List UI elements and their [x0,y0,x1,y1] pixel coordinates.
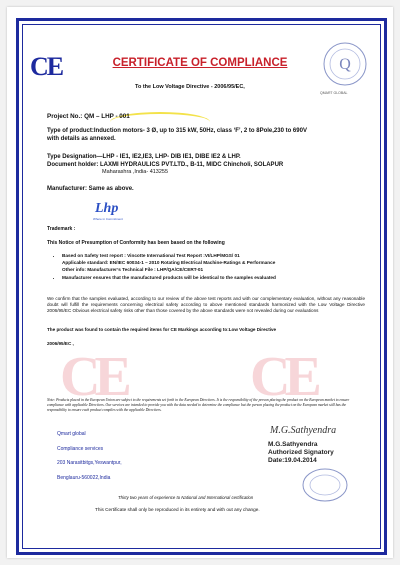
trademark-label: Trademark : [47,226,76,232]
address-line: Benglauru-560022,India [57,475,111,481]
list-item: • Based on Safety test report : Vincotte International Test Report :VI/LHP/MGS/ 01 [62,252,382,259]
address-line: Compliance services [57,446,104,452]
seal-label: QMART GLOBAL [320,91,348,95]
manufacturer: Manufacturer: Same as above. [47,186,134,192]
experience-note: Thirty two years of experience to National and International certification [118,495,254,500]
signature: M.G.Sathyendra [270,425,337,436]
address-line: Qmart global [57,431,86,437]
lhp-tagline: Where in Commitment [93,217,123,221]
product-type-line1: Type of product:Induction motors- 3 Ø, up to 315 kW, 50Hz, class ‘F’, 2 to 8Pole,230 to 690V [47,128,307,134]
list-subitem: Applicable standard: EN/IEC 60034-1 – 2010 Rotating Electrical Machine-Ratings & Performance [62,260,276,266]
ce-watermark-right: CE [250,346,316,408]
document-holder: Document holder: LAXMI HYDRAULICS PVT.LTD., B-11, MIDC Chincholi, SOLAPUR [47,161,284,168]
product-type [47,128,362,143]
qmart-seal-icon [318,40,372,92]
directive-subtitle: To the Low Voltage Directive - 2006/95/EC, [135,84,245,90]
company-stamp-icon [300,466,350,504]
ce-marking-paragraph: The product was found to contain the required items for CE Markings according to:Low Voltage Directive [47,327,277,332]
signatory-name: M.G.Sathyendra [268,441,318,448]
certificate-title: CERTIFICATE OF COMPLIANCE [112,57,288,69]
project-number: Project No.: QM – LHP - 001 [47,113,130,120]
list-subitem: Other info: Manufacturer’s Technical File : LHP/QA/CE/CERT-01 [62,267,204,273]
basis-list [47,252,382,281]
type-designation: Type Designation—LHP - IE1, IE2,IE3, LHP- DIB IE1, DIBE IE2 & LHP. [47,154,241,160]
legal-note: Note: Products placed in the European Union are subject to the requirements set forth in the European Directives. It is the responsibility of the person placing the product on the European market to ensure compliance with applicable Directives. Our services are intended to provide you with the data needed to determine the compliance but the person placing the product on the European market still has the responsibility to ensure each product complies with the applicable Directives. [47,398,350,413]
designation-block [47,154,362,169]
signatory-date: Date:19.04.2014 [268,457,317,464]
signatory-title: Authorized Signatory [268,449,334,456]
certificate-number-vertical [0,376,1,446]
holder-address-cont: Maharashra ,India- 413255 [102,169,169,175]
reproduction-note: This Certificate shall only be reproduced in its entirety and with out any change. [95,507,260,512]
product-type-line2: with details as annexed. [47,135,116,142]
ce-watermark-left: CE [60,346,126,408]
lhp-logo: Lhp [95,201,119,216]
ce-marking-directive: 2006/95/EC , [47,341,74,346]
svg-text:Q: Q [339,56,351,73]
ce-logo: CE [30,52,63,81]
notice-text: This Notice of Presumption of Conformity has been based on the following [47,240,225,246]
signatory-block [268,441,334,465]
address-line: 203 Narasitbitgs,Yeswantpur, [57,460,122,466]
confirmation-paragraph: We confirm that the samples evaluated, according to our review of the above test reports and with our complementary evaluation, without any reasonable doubt will fulfill the requirements concerning electrical safety according to above mentioned standards harmonized with the Low Voltage Directive 2006/95/EC Obvious electrical safety risks other than those covered by the above standards were not revealed during our evaluations [47,296,365,314]
list-item: • Manufacturer ensures that the manufactured products will be identical to the samples evaluated [62,274,382,281]
